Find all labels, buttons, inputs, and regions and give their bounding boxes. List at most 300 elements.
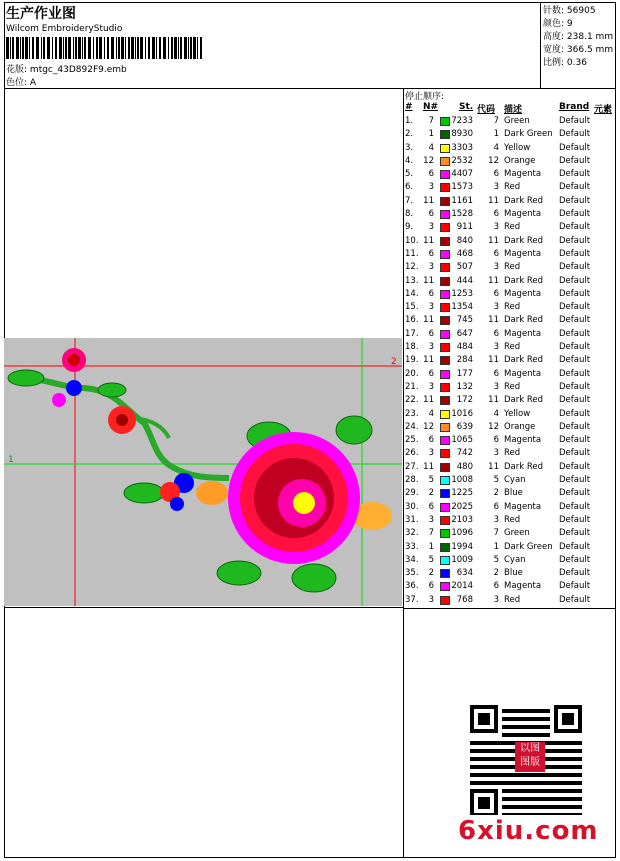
row-description: Dark Red: [504, 195, 544, 206]
row-index: 37.: [405, 594, 419, 605]
row-needle: 12: [423, 421, 434, 432]
row-needle: 6: [428, 169, 434, 180]
row-stitches: 840: [456, 235, 473, 246]
color-swatch: [440, 263, 450, 272]
color-swatch: [440, 396, 450, 405]
row-stitches: 745: [456, 315, 473, 326]
guide-marker-2: 2: [391, 357, 397, 367]
row-code: 3: [493, 381, 499, 392]
color-swatch: [440, 343, 450, 352]
leaf: [292, 564, 336, 592]
row-code: 3: [493, 182, 499, 193]
leaf: [124, 483, 164, 503]
row-index: 16.: [405, 315, 419, 326]
guide-marker-1: 1: [8, 455, 14, 465]
sequence-row: [404, 447, 616, 460]
row-brand: Default: [559, 195, 591, 206]
row-brand: Default: [559, 395, 591, 406]
row-code: 3: [493, 594, 499, 605]
small-flower-blue: [170, 497, 184, 511]
row-description: Dark Red: [504, 395, 544, 406]
row-index: 20.: [405, 368, 419, 379]
color-swatch: [440, 330, 450, 339]
row-index: 30.: [405, 501, 419, 512]
row-code: 7: [493, 116, 499, 126]
row-stitches: 742: [456, 448, 473, 459]
color-swatch: [440, 463, 450, 472]
row-description: Blue: [504, 568, 523, 579]
row-brand: Default: [559, 248, 591, 259]
row-needle: 11: [423, 315, 434, 326]
row-code: 2: [493, 568, 499, 579]
row-needle: 6: [428, 368, 434, 379]
row-needle: 6: [428, 581, 434, 592]
row-stitches: 507: [456, 262, 473, 273]
row-index: 23.: [405, 408, 419, 419]
sequence-row: [404, 501, 616, 514]
row-stitches: 768: [456, 594, 473, 605]
row-index: 25.: [405, 435, 419, 446]
header-divider: [4, 88, 616, 89]
color-swatch: [440, 170, 450, 179]
orange-petal: [196, 481, 228, 505]
row-index: 1.: [405, 116, 414, 126]
row-stitches: 484: [456, 342, 473, 353]
row-needle: 11: [423, 355, 434, 366]
row-index: 10.: [405, 235, 419, 246]
color-swatch: [440, 356, 450, 365]
embroidery-design: [4, 338, 402, 606]
row-needle: 6: [428, 328, 434, 339]
row-brand: Default: [559, 408, 591, 419]
row-code: 11: [488, 315, 499, 326]
row-code: 12: [488, 155, 499, 166]
row-needle: 2: [428, 488, 434, 499]
color-swatch: [440, 130, 450, 139]
row-description: Red: [504, 594, 521, 605]
color-swatch: [440, 237, 450, 246]
color-swatch: [440, 543, 450, 552]
sequence-row: [404, 594, 616, 607]
row-brand: Default: [559, 155, 591, 166]
row-stitches: 1096: [451, 528, 473, 539]
row-index: 7.: [405, 195, 414, 206]
sequence-row: [404, 301, 616, 314]
row-stitches: 3303: [451, 142, 473, 153]
row-description: Orange: [504, 421, 536, 432]
row-index: 32.: [405, 528, 419, 539]
row-description: Red: [504, 514, 521, 525]
design-preview: [4, 338, 402, 606]
row-stitches: 1528: [451, 209, 473, 220]
sequence-row: [404, 554, 616, 567]
row-description: Red: [504, 182, 521, 193]
sequence-row: [404, 288, 616, 301]
color-swatch: [440, 423, 450, 432]
row-brand: Default: [559, 594, 591, 605]
row-needle: 1: [428, 541, 434, 552]
row-stitches: 172: [456, 395, 473, 406]
row-description: Red: [504, 262, 521, 273]
row-code: 11: [488, 195, 499, 206]
col-header-code: N#: [423, 102, 439, 112]
color-swatch: [440, 277, 450, 286]
row-code: 3: [493, 262, 499, 273]
row-code: 12: [488, 421, 499, 432]
sequence-row: [404, 567, 616, 580]
row-needle: 4: [428, 142, 434, 153]
row-description: Dark Red: [504, 461, 544, 472]
color-swatch: [440, 410, 450, 419]
row-description: Dark Red: [504, 315, 544, 326]
row-needle: 3: [428, 262, 434, 273]
row-index: 13.: [405, 275, 419, 286]
row-description: Magenta: [504, 169, 542, 180]
color-swatch: [440, 529, 450, 538]
row-brand: Default: [559, 381, 591, 392]
sequence-row: [404, 221, 616, 234]
sequence-row: [404, 421, 616, 434]
row-brand: Default: [559, 116, 591, 126]
color-swatch: [440, 157, 450, 166]
row-stitches: 1009: [451, 554, 473, 565]
row-index: 36.: [405, 581, 419, 592]
row-description: Orange: [504, 155, 536, 166]
row-brand: Default: [559, 368, 591, 379]
row-description: Magenta: [504, 368, 542, 379]
col-header-elem: 元素: [594, 105, 613, 115]
color-swatch: [440, 569, 450, 578]
color-swatch: [440, 383, 450, 392]
leaf: [217, 561, 261, 585]
leaf: [336, 416, 372, 444]
row-code: 11: [488, 395, 499, 406]
sequence-bottom-divider: [403, 608, 616, 609]
sequence-row: [404, 314, 616, 327]
row-description: Blue: [504, 488, 523, 499]
row-brand: Default: [559, 209, 591, 220]
sequence-title: 停止顺序:: [405, 92, 445, 102]
color-swatch: [440, 290, 450, 299]
row-code: 2: [493, 488, 499, 499]
row-code: 6: [493, 169, 499, 180]
sequence-row: [404, 142, 616, 155]
row-index: 27.: [405, 461, 419, 472]
color-swatch: [440, 556, 450, 565]
color-swatch: [440, 197, 450, 206]
peony-stamen: [293, 492, 315, 514]
row-stitches: 647: [456, 328, 473, 339]
sequence-row: [404, 434, 616, 447]
sequence-row: [404, 474, 616, 487]
row-brand: Default: [559, 501, 591, 512]
stat-stitches: 针数: 56905: [543, 6, 596, 16]
sequence-row: [404, 580, 616, 593]
row-index: 6.: [405, 182, 414, 193]
row-brand: Default: [559, 514, 591, 525]
row-brand: Default: [559, 541, 591, 552]
site-logo: 6xiu.com: [458, 816, 599, 846]
row-needle: 3: [428, 381, 434, 392]
stats-divider: [540, 2, 541, 88]
row-description: Red: [504, 381, 521, 392]
row-needle: 3: [428, 182, 434, 193]
row-index: 15.: [405, 302, 419, 313]
sequence-row: [404, 168, 616, 181]
row-description: Red: [504, 222, 521, 233]
color-swatch: [440, 223, 450, 232]
color-swatch: [440, 316, 450, 325]
row-stitches: 1994: [451, 541, 473, 552]
row-stitches: 2014: [451, 581, 473, 592]
row-index: 8.: [405, 209, 414, 220]
stat-colors: 颜色: 9: [543, 19, 573, 29]
sequence-row: [404, 487, 616, 500]
row-code: 1: [493, 541, 499, 552]
row-index: 12.: [405, 262, 419, 273]
row-code: 6: [493, 368, 499, 379]
sequence-row: [404, 368, 616, 381]
row-index: 22.: [405, 395, 419, 406]
row-description: Magenta: [504, 501, 542, 512]
row-code: 3: [493, 222, 499, 233]
row-stitches: 132: [456, 381, 473, 392]
row-code: 6: [493, 328, 499, 339]
row-code: 3: [493, 514, 499, 525]
row-stitches: 639: [456, 421, 473, 432]
row-brand: Default: [559, 581, 591, 592]
row-index: 18.: [405, 342, 419, 353]
row-stitches: 1065: [451, 435, 473, 446]
row-needle: 7: [428, 528, 434, 539]
color-swatch: [440, 516, 450, 525]
row-needle: 7: [428, 116, 434, 126]
row-stitches: 2025: [451, 501, 473, 512]
row-needle: 3: [428, 448, 434, 459]
row-stitches: 911: [456, 222, 473, 233]
row-brand: Default: [559, 342, 591, 353]
row-needle: 3: [428, 222, 434, 233]
sequence-row: [404, 461, 616, 474]
row-code: 6: [493, 209, 499, 220]
row-description: Cyan: [504, 554, 526, 565]
row-index: 17.: [405, 328, 419, 339]
color-swatch: [440, 250, 450, 259]
colorway-value: A: [29, 78, 37, 88]
row-stitches: 1573: [451, 182, 473, 193]
color-swatch: [440, 183, 450, 192]
row-brand: Default: [559, 235, 591, 246]
row-code: 7: [493, 528, 499, 539]
row-index: 4.: [405, 155, 414, 166]
design-file-line: [6, 62, 127, 75]
row-description: Red: [504, 302, 521, 313]
row-needle: 5: [428, 554, 434, 565]
sequence-row: [404, 541, 616, 554]
row-description: Magenta: [504, 209, 542, 220]
sequence-row: [404, 128, 616, 141]
leaf: [98, 383, 126, 397]
row-brand: Default: [559, 302, 591, 313]
row-brand: Default: [559, 475, 591, 486]
row-stitches: 634: [456, 568, 473, 579]
row-needle: 3: [428, 302, 434, 313]
color-swatch: [440, 117, 450, 126]
row-stitches: 284: [456, 355, 473, 366]
col-header-code2: 代码: [477, 105, 496, 115]
row-index: 21.: [405, 381, 419, 392]
row-description: Magenta: [504, 581, 542, 592]
stat-width: 宽度: 366.5 mm: [543, 45, 614, 55]
row-brand: Default: [559, 435, 591, 446]
row-stitches: 177: [456, 368, 473, 379]
row-code: 4: [493, 142, 499, 153]
row-description: Dark Green: [504, 541, 553, 552]
small-flower-blue: [66, 380, 82, 396]
row-index: 28.: [405, 475, 419, 486]
row-description: Magenta: [504, 435, 542, 446]
sequence-row: [404, 394, 616, 407]
sequence-row: [404, 115, 616, 128]
row-brand: Default: [559, 262, 591, 273]
row-description: Green: [504, 116, 530, 126]
row-needle: 11: [423, 275, 434, 286]
row-description: Magenta: [504, 248, 542, 259]
small-flower-center: [116, 414, 128, 426]
row-code: 6: [493, 501, 499, 512]
sequence-row: [404, 195, 616, 208]
row-stitches: 2103: [451, 514, 473, 525]
small-flower-center: [68, 354, 80, 366]
sequence-row: [404, 381, 616, 394]
color-swatch: [440, 436, 450, 445]
row-stitches: 1225: [451, 488, 473, 499]
row-index: 35.: [405, 568, 419, 579]
sequence-row: [404, 181, 616, 194]
row-brand: Default: [559, 315, 591, 326]
row-stitches: 1008: [451, 475, 473, 486]
design-bottom-divider: [4, 607, 403, 608]
sequence-row: [404, 408, 616, 421]
row-index: 26.: [405, 448, 419, 459]
row-needle: 11: [423, 195, 434, 206]
sequence-row: [404, 248, 616, 261]
sequence-row: [404, 208, 616, 221]
row-code: 5: [493, 554, 499, 565]
row-code: 6: [493, 288, 499, 299]
leaf: [8, 370, 44, 386]
row-index: 33.: [405, 541, 419, 552]
row-index: 2.: [405, 129, 414, 140]
sequence-row: [404, 275, 616, 288]
row-brand: Default: [559, 222, 591, 233]
row-stitches: 468: [456, 248, 473, 259]
row-index: 9.: [405, 222, 414, 233]
color-swatch: [440, 210, 450, 219]
small-flower-magenta: [52, 393, 66, 407]
colorway-label: 色位:: [6, 78, 28, 88]
col-header-desc: 描述: [504, 105, 523, 115]
sequence-row: [404, 261, 616, 274]
row-brand: Default: [559, 328, 591, 339]
row-brand: Default: [559, 554, 591, 565]
row-brand: Default: [559, 275, 591, 286]
sequence-row: [404, 235, 616, 248]
row-needle: 6: [428, 248, 434, 259]
row-description: Yellow: [504, 142, 531, 153]
col-header-idx: #: [405, 102, 413, 112]
row-stitches: 7233: [451, 116, 473, 126]
row-needle: 11: [423, 235, 434, 246]
row-needle: 6: [428, 501, 434, 512]
row-stitches: 8930: [451, 129, 473, 140]
row-needle: 6: [428, 209, 434, 220]
row-brand: Default: [559, 129, 591, 140]
row-index: 11.: [405, 248, 419, 259]
stat-height: 高度: 238.1 mm: [543, 32, 614, 42]
barcode: [6, 37, 206, 59]
color-swatch: [440, 303, 450, 312]
row-index: 5.: [405, 169, 414, 180]
row-description: Dark Red: [504, 275, 544, 286]
row-brand: Default: [559, 448, 591, 459]
color-swatch: [440, 144, 450, 153]
row-index: 19.: [405, 355, 419, 366]
color-swatch: [440, 476, 450, 485]
color-swatch: [440, 449, 450, 458]
seal-stamp: 以图 图版: [515, 742, 545, 772]
col-header-st: St.: [459, 102, 474, 112]
row-index: 29.: [405, 488, 419, 499]
row-needle: 5: [428, 475, 434, 486]
row-needle: 1: [428, 129, 434, 140]
row-needle: 2: [428, 568, 434, 579]
sequence-row: [404, 527, 616, 540]
color-swatch: [440, 489, 450, 498]
row-description: Dark Green: [504, 129, 553, 140]
row-brand: Default: [559, 142, 591, 153]
row-brand: Default: [559, 568, 591, 579]
row-brand: Default: [559, 182, 591, 193]
row-index: 14.: [405, 288, 419, 299]
color-swatch: [440, 370, 450, 379]
row-needle: 11: [423, 461, 434, 472]
design-file-label: 花版:: [6, 65, 28, 75]
row-needle: 12: [423, 155, 434, 166]
row-code: 3: [493, 302, 499, 313]
row-code: 6: [493, 435, 499, 446]
row-stitches: 480: [456, 461, 473, 472]
row-brand: Default: [559, 488, 591, 499]
row-description: Magenta: [504, 328, 542, 339]
row-stitches: 1161: [451, 195, 473, 206]
color-swatch: [440, 503, 450, 512]
design-file-value: mtgc_43D892F9.emb: [29, 65, 127, 75]
row-description: Green: [504, 528, 530, 539]
stop-sequence-table: [404, 115, 616, 607]
sequence-row: [404, 155, 616, 168]
stat-ratio: 比例: 0.36: [543, 58, 587, 68]
row-index: 24.: [405, 421, 419, 432]
row-brand: Default: [559, 288, 591, 299]
row-brand: Default: [559, 169, 591, 180]
row-description: Yellow: [504, 408, 531, 419]
row-code: 11: [488, 275, 499, 286]
row-code: 11: [488, 235, 499, 246]
row-needle: 4: [428, 408, 434, 419]
row-code: 6: [493, 581, 499, 592]
row-stitches: 4407: [451, 169, 473, 180]
